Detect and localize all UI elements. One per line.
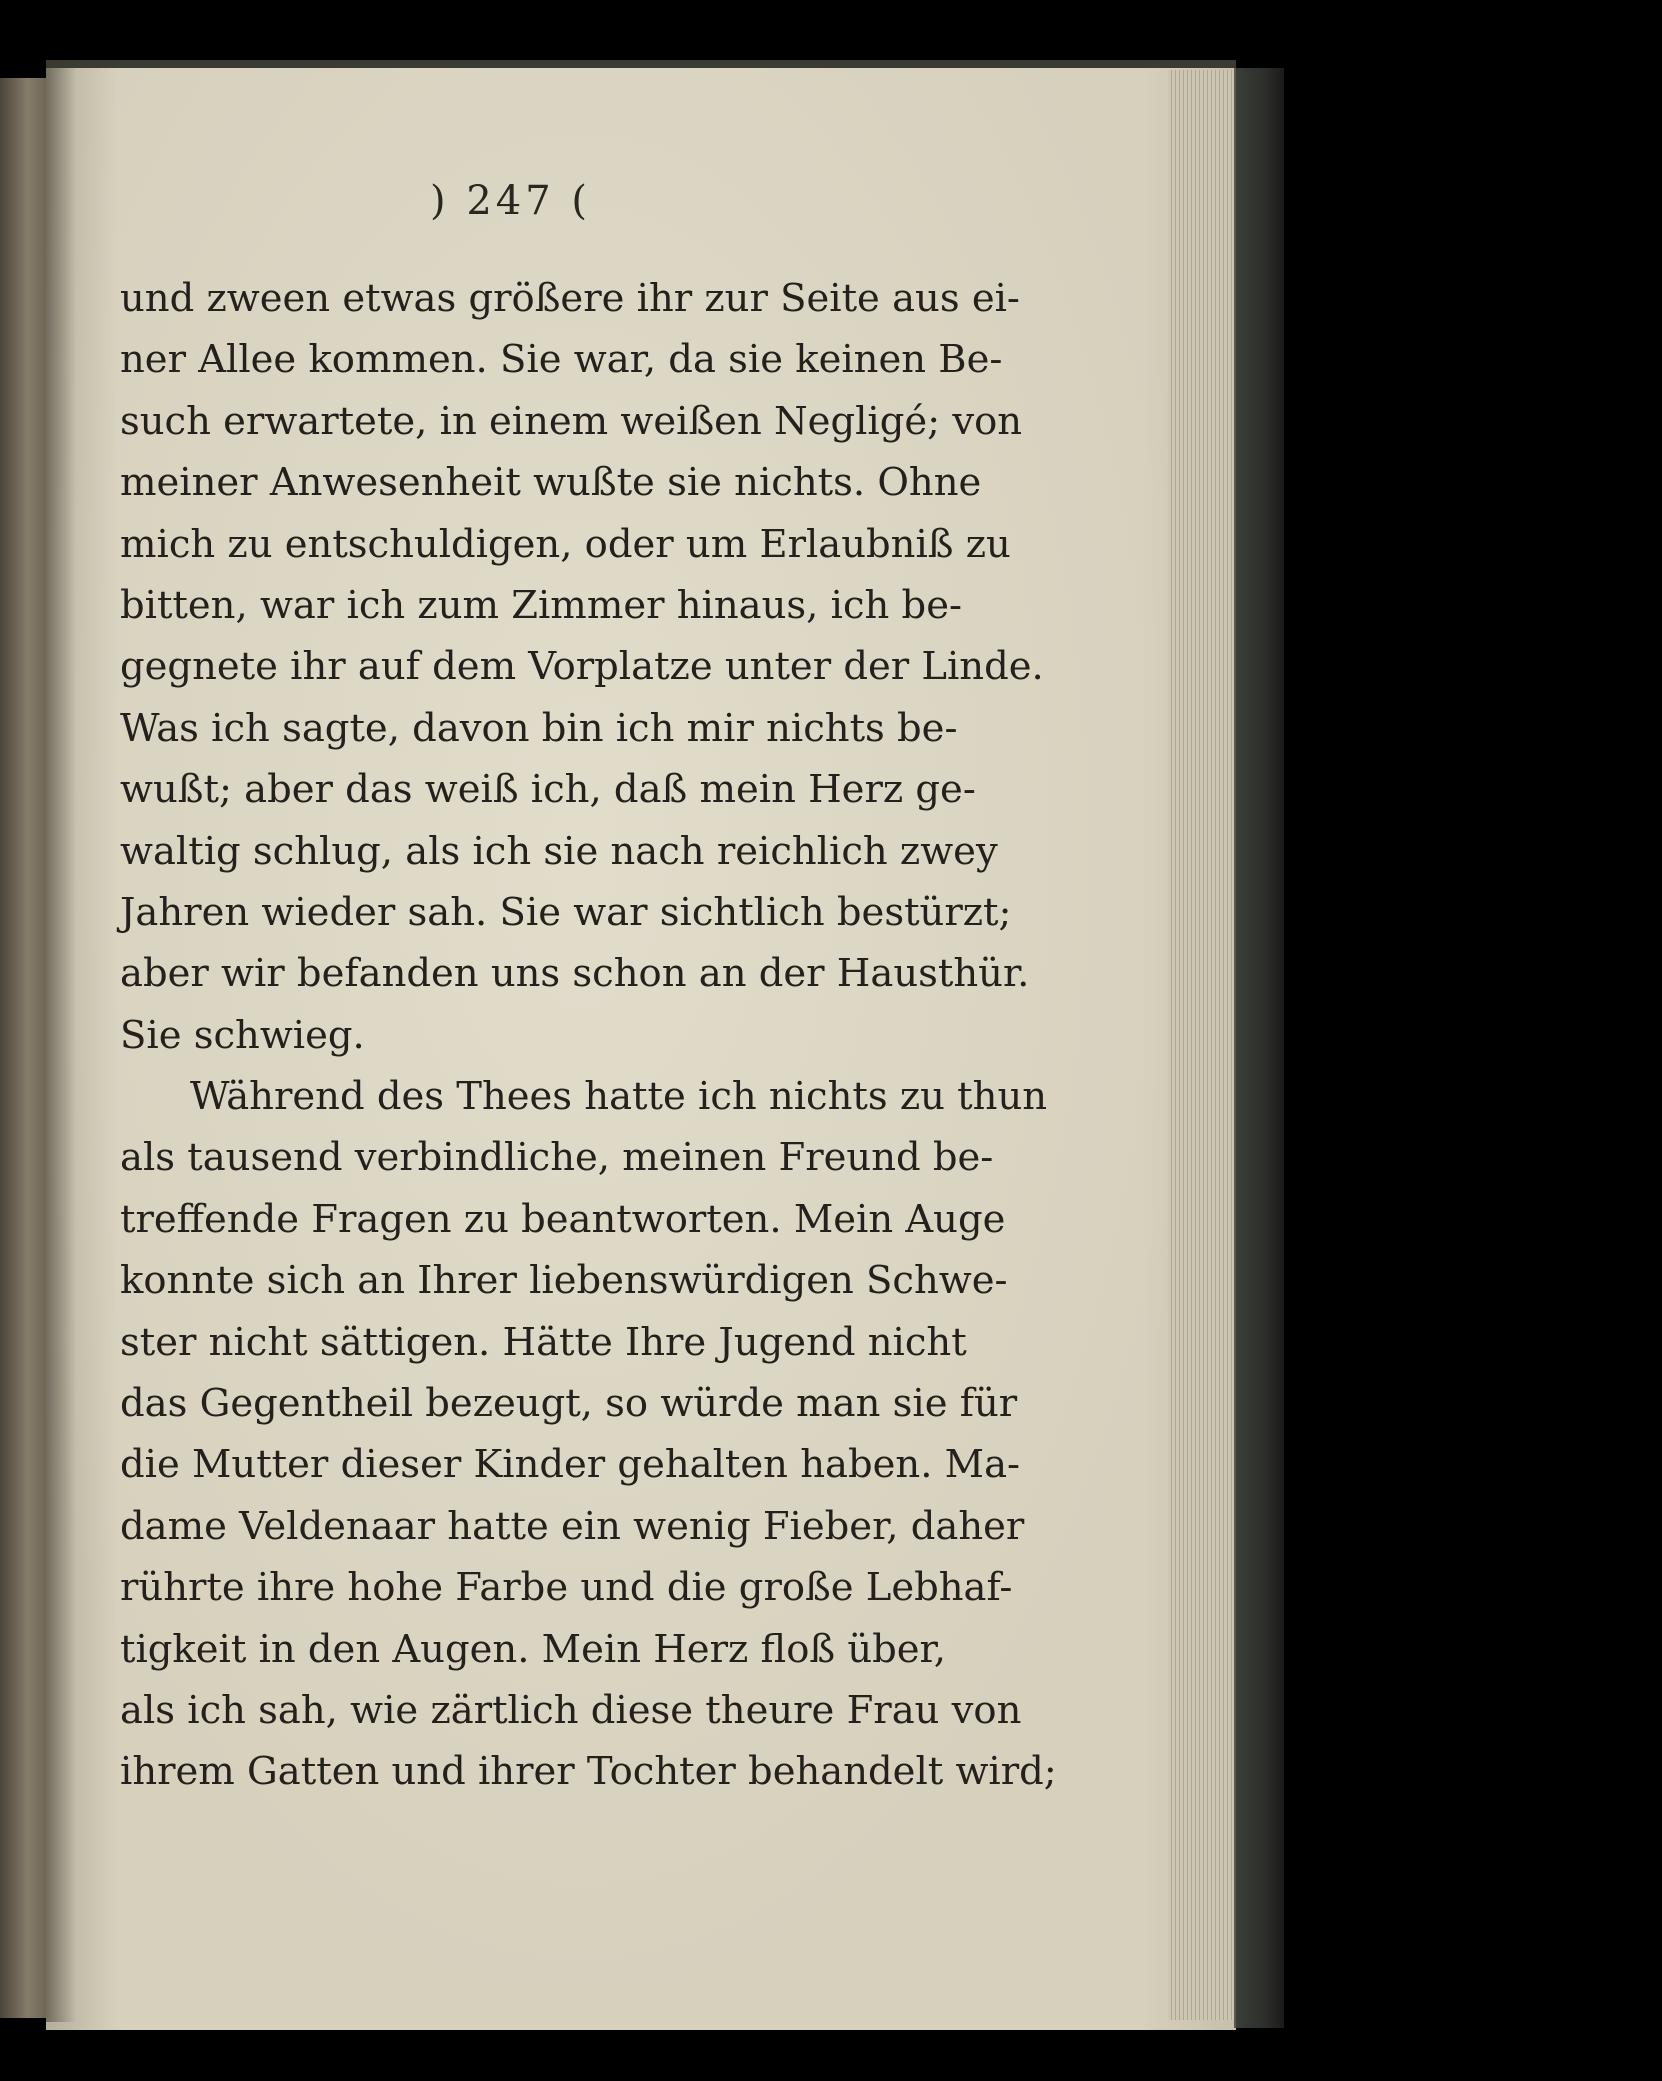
text-line: konnte sich an Ihrer liebenswürdigen Schwe- — [120, 1258, 1008, 1304]
text-line: ner Allee kommen. Sie war, da sie keinen Be- — [120, 337, 1003, 383]
text-line: mich zu entschuldigen, oder um Erlaubniß zu — [120, 521, 1011, 567]
text-line: ster nicht sättigen. Hätte Ihre Jugend nicht — [120, 1319, 967, 1365]
page-edges — [1168, 70, 1234, 2020]
text-line: die Mutter dieser Kinder gehalten haben. Ma- — [120, 1442, 1021, 1488]
text-line: aber wir befanden uns schon an der Hausthür. — [120, 951, 1030, 997]
text-line: wußt; aber das weiß ich, daß mein Herz ge- — [120, 767, 976, 813]
text-line: rührte ihre hohe Farbe und die große Lebhaf- — [120, 1565, 1013, 1611]
text-line: Was ich sagte, davon bin ich mir nichts be- — [120, 705, 958, 751]
text-line: das Gegentheil bezeugt, so würde man sie für — [120, 1381, 1018, 1427]
text-line: und zween etwas größere ihr zur Seite aus ei- — [120, 276, 1020, 321]
gutter-shadow — [46, 60, 76, 2022]
text-line: tigkeit in den Augen. Mein Herz floß über, — [120, 1626, 946, 1672]
text-line: als tausend verbindliche, meinen Freund be- — [120, 1135, 994, 1181]
text-line: waltig schlug, als ich sie nach reichlich zwey — [120, 828, 998, 874]
text-line: such erwartete, in einem weißen Negligé; von — [120, 398, 1023, 444]
text-line: Jahren wieder sah. Sie war sichtlich bestürzt; — [120, 889, 1012, 935]
text-line: ihrem Gatten und ihrer Tochter behandelt wird; — [120, 1749, 1057, 1795]
page-number-header: ) 247 ( — [430, 178, 591, 224]
previous-page-edge — [0, 78, 50, 2018]
book-cover-board — [1234, 68, 1284, 2028]
text-line: treffende Fragen zu beantworten. Mein Auge — [120, 1196, 1006, 1242]
page-text — [120, 268, 1057, 1803]
text-line: dame Veldenaar hatte ein wenig Fieber, daher — [120, 1503, 1025, 1549]
text-line: gegnete ihr auf dem Vorplatze unter der Linde. — [120, 644, 1044, 690]
text-line: meiner Anwesenheit wußte sie nichts. Ohne — [120, 460, 982, 506]
text-line: bitten, war ich zum Zimmer hinaus, ich be- — [120, 582, 962, 628]
text-line: Sie schwieg. — [120, 1012, 365, 1058]
text-line: Während des Thees hatte ich nichts zu thun — [190, 1074, 1048, 1120]
text-line: als ich sah, wie zärtlich diese theure Frau von — [120, 1687, 1022, 1733]
